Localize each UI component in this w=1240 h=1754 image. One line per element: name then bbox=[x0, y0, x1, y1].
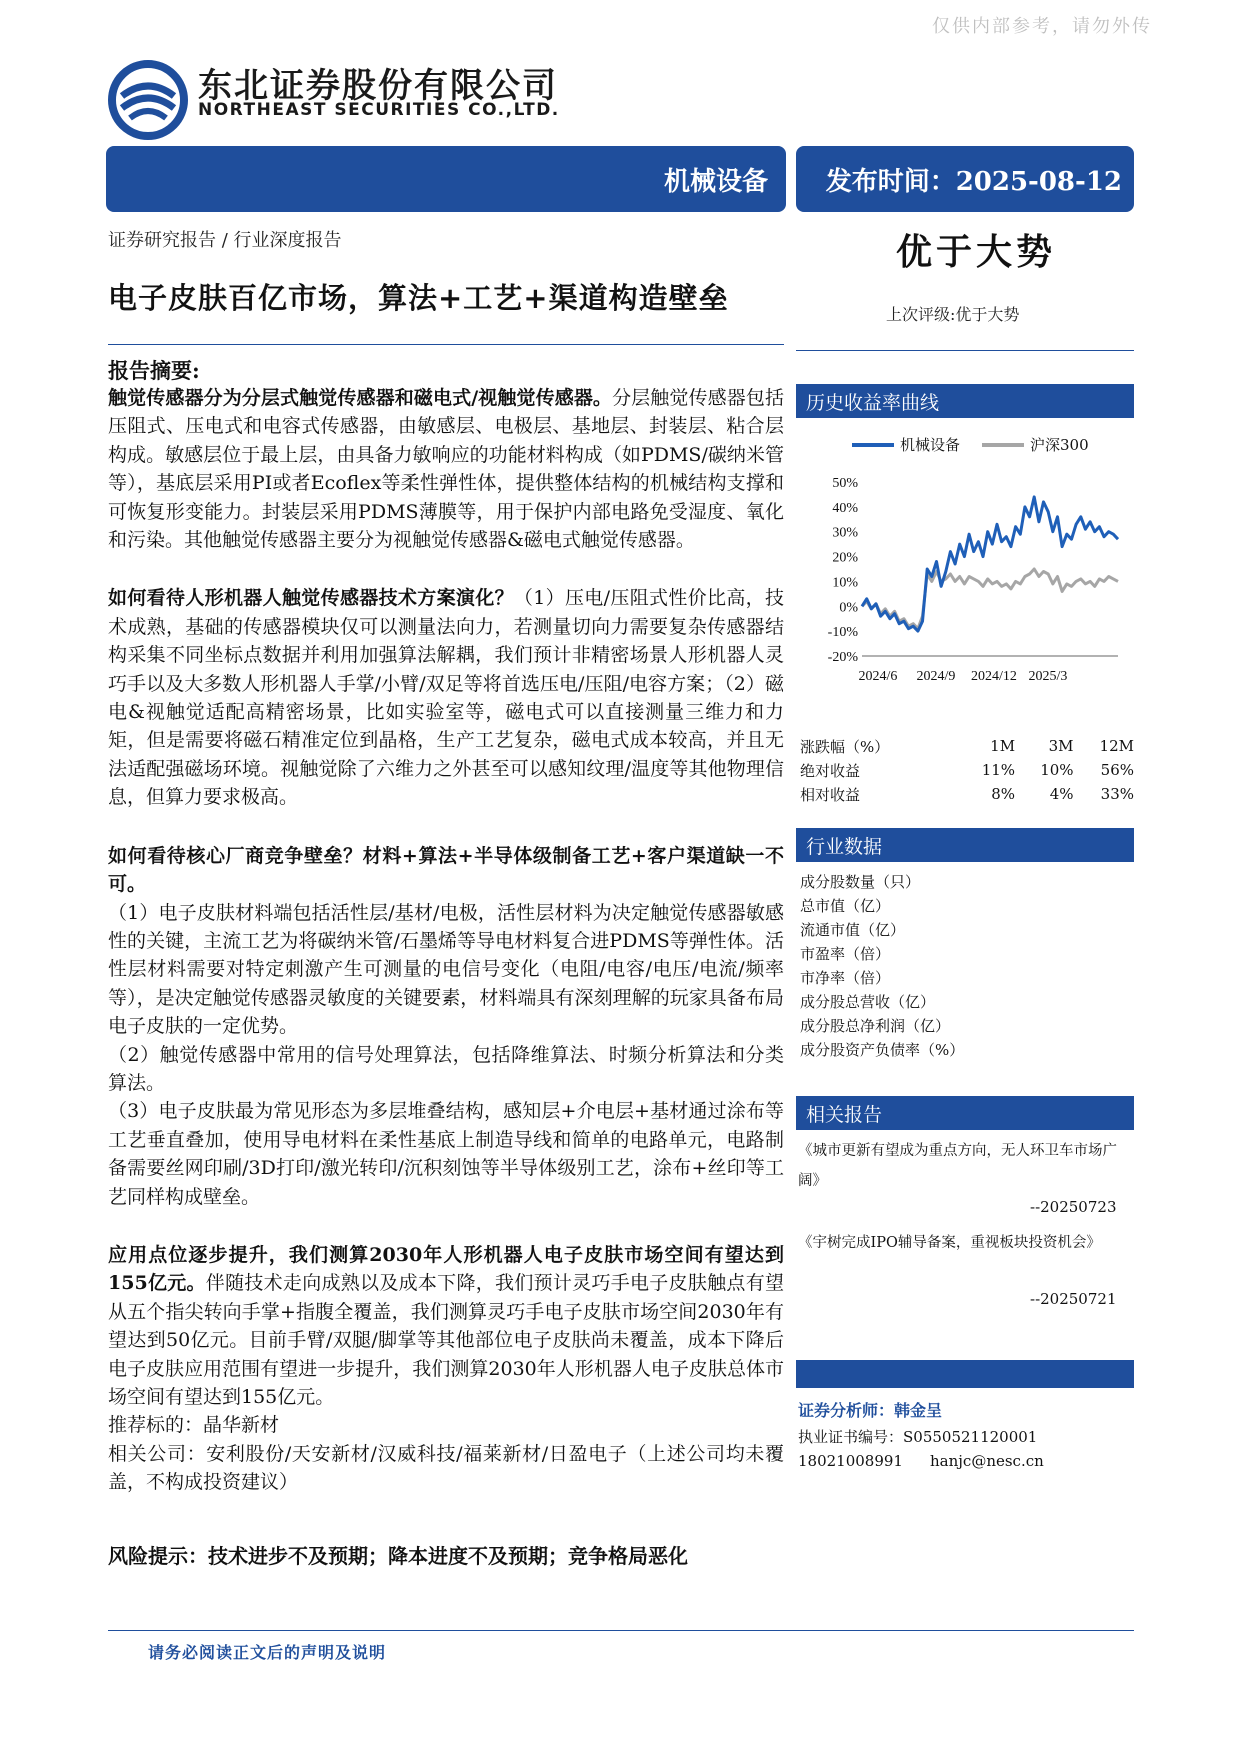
footer-divider bbox=[108, 1630, 1134, 1631]
recommendation: 推荐标的：晶华新材 bbox=[108, 1414, 280, 1437]
paragraph-text: （2）触觉传感器中常用的信号处理算法，包括降维算法、时频分析算法和分类算法。 bbox=[108, 1043, 784, 1094]
list-item: 总市值（亿） bbox=[800, 897, 891, 915]
abstract-label: 报告摘要: bbox=[108, 358, 200, 383]
paragraph-text: （1）电子皮肤材料端包括活性层/基材/电极，活性层材料为决定触觉传感器敏感性的关键，主流工艺为将碳纳米管/石墨烯等导电材料复合进PDMS等弹性体。活性层材料需要对特定刺激产生可测量的电信号变化（电阻/电容/电压/电流/频率等），是决定触觉传感器灵敏度的关键要素，材料端具有深刻理解的玩家具备布局电子皮肤的一定优势。 bbox=[108, 901, 784, 1038]
paragraph bbox=[108, 1241, 784, 1411]
performance-table bbox=[800, 734, 1134, 806]
y-tick-label: 50% bbox=[832, 476, 858, 491]
related-companies: 相关公司：安利股份/天安新材/汉威科技/福莱新材/日盈电子（上述公司均未覆盖，不构成投资建议） bbox=[108, 1442, 784, 1494]
x-tick-label: 2024/12 bbox=[971, 669, 1017, 684]
paragraph-lead: 触觉传感器分为分层式触觉传感器和磁电式/视触觉传感器。 bbox=[108, 387, 613, 409]
table-cell: 4% bbox=[1049, 785, 1074, 803]
related-report-link[interactable]: 《宇树完成IPO辅导备案，重视板块投资机会》 bbox=[798, 1235, 1101, 1251]
related-report-link[interactable]: 《城市更新有望成为重点方向，无人环卫车市场广阔》 bbox=[798, 1143, 1117, 1189]
abstract-body bbox=[108, 384, 784, 1497]
legend-swatch-b bbox=[982, 443, 1024, 447]
table-row bbox=[800, 734, 1134, 758]
divider bbox=[796, 350, 1134, 351]
sector-banner bbox=[106, 146, 786, 212]
list-item: 成分股总营收（亿） bbox=[800, 993, 936, 1011]
company-logo bbox=[108, 60, 188, 140]
paragraph-lead: 如何看待核心厂商竞争壁垒？材料+算法+半导体级制备工艺+客户渠道缺一不可。 bbox=[108, 844, 784, 896]
table-row bbox=[800, 758, 1134, 782]
rating: 优于大势 bbox=[896, 231, 1057, 273]
paragraph-text: （1）压电/压阻式性价比高，技术成熟，基础的传感器模块仅可以测量法向力，若测量切向力需要复杂传感器结构采集不同坐标点数据并利用加强算法解耦，我们预计非精密场景人形机器人灵巧手以及大多数人形机器人手掌/小臂/双足等将首选压电/压阻/电容方案；（2）磁电&视触觉适配高精密场景，比如实验室等，磁电式可以直接测量三维力和力矩，但是需要将磁石精准定位到晶格，生产工艺复杂，磁电式成本较高，并且无法适配强磁场环境。视触觉除了六维力之外甚至可以感知纹理/温度等其他物理信息，但算力要求极高。 bbox=[108, 587, 784, 809]
paragraph bbox=[108, 842, 784, 899]
list-item: 成分股资产负债率（%） bbox=[800, 1041, 965, 1059]
table-cell: 8% bbox=[991, 785, 1016, 803]
legend-label-b: 沪深300 bbox=[1030, 436, 1089, 454]
table-cell: 56% bbox=[1100, 761, 1134, 779]
table-cell: 涨跌幅（%） bbox=[800, 737, 890, 756]
table-cell: 33% bbox=[1100, 785, 1134, 803]
related-report-date: --20250723 bbox=[1030, 1198, 1117, 1216]
list-item: 流通市值（亿） bbox=[800, 921, 906, 939]
risk-warning: 风险提示：技术进步不及预期；降本进度不及预期；竞争格局恶化 bbox=[108, 1544, 688, 1568]
table-cell: 10% bbox=[1040, 761, 1074, 779]
list-item: 市净率（倍） bbox=[800, 969, 891, 987]
analyst-license: 执业证书编号：S0550521120001 bbox=[798, 1428, 1038, 1446]
paragraph bbox=[108, 384, 784, 554]
industry-data-list bbox=[800, 870, 964, 1062]
y-tick-label: 20% bbox=[832, 550, 858, 566]
paragraph-text: 伴随技术走向成熟以及成本下降，我们预计灵巧手电子皮肤触点有望从五个指尖转向手掌+指腹全覆盖，我们测算灵巧手电子皮肤市场空间2030年有望达到50亿元。目前手臂/双腿/脚掌等其他部位电子皮肤尚未覆盖，成本下降后电子皮肤应用范围有望进一步提升，我们测算2030年人形机器人电子皮肤总体市场空间有望达到155亿元。 bbox=[108, 1272, 784, 1408]
returns-chart bbox=[796, 466, 1134, 696]
analyst-bar bbox=[796, 1360, 1134, 1388]
series-line-csi300 bbox=[862, 569, 1118, 629]
x-tick-label: 2024/6 bbox=[858, 669, 898, 684]
y-tick-label: 40% bbox=[832, 500, 858, 516]
x-tick-label: 2025/3 bbox=[1028, 669, 1068, 684]
paragraph-text: 分层触觉传感器包括压阻式、压电式和电容式传感器，由敏感层、电极层、基地层、封装层、粘合层构成。敏感层位于最上层，由具备力敏响应的功能材料构成（如PDMS/碳纳米管等），基底层采用PI或者Ecoflex等柔性弹性体，提供整体结构的机械结构支撑和可恢复形变能力。封装层采用PDMS薄膜等，用于保护内部电路免受湿度、氧化和污染。其他触觉传感器主要分为视触觉传感器&磁电式触觉传感器。 bbox=[108, 387, 784, 552]
table-cell: 3M bbox=[1048, 737, 1074, 755]
related-report-date: --20250721 bbox=[1030, 1290, 1117, 1308]
report-title: 电子皮肤百亿市场，算法+工艺+渠道构造壁垒 bbox=[108, 281, 729, 315]
table-cell: 1M bbox=[990, 737, 1016, 755]
list-item: 成分股数量（只） bbox=[800, 873, 921, 891]
list-item: 成分股总净利润（亿） bbox=[800, 1017, 951, 1035]
related-title: 相关报告 bbox=[806, 1103, 883, 1126]
legend-label-a: 机械设备 bbox=[900, 436, 961, 454]
industry-title: 行业数据 bbox=[806, 835, 883, 858]
analyst-phone: 18021008991 bbox=[798, 1452, 903, 1470]
watermark: 仅供内部参考，请勿外传 bbox=[932, 16, 1152, 37]
x-tick-label: 2024/9 bbox=[916, 669, 956, 684]
y-tick-label: 10% bbox=[832, 575, 858, 591]
table-cell: 11% bbox=[981, 761, 1016, 779]
legend-swatch-a bbox=[852, 443, 894, 447]
paragraph bbox=[108, 584, 784, 811]
paragraph-lead: 如何看待人形机器人触觉传感器技术方案演化？ bbox=[108, 587, 514, 610]
chart-title: 历史收益率曲线 bbox=[806, 391, 940, 414]
table-cell: 相对收益 bbox=[800, 785, 861, 804]
analyst-name: 证券分析师：韩金呈 bbox=[798, 1401, 943, 1420]
publish-date: 发布时间：2025-08-12 bbox=[825, 166, 1122, 197]
industry-header bbox=[796, 828, 1134, 862]
y-tick-label: 0% bbox=[839, 600, 858, 616]
analyst-email[interactable]: hanjc@nesc.cn bbox=[930, 1452, 1044, 1470]
table-row bbox=[800, 782, 1134, 806]
chart-header bbox=[796, 384, 1134, 418]
company-name-cn: 东北证券股份有限公司 bbox=[198, 66, 558, 106]
list-item: 市盈率（倍） bbox=[800, 945, 891, 963]
y-tick-label: -10% bbox=[827, 625, 858, 641]
sector-label: 机械设备 bbox=[663, 166, 768, 197]
chart-legend bbox=[852, 434, 1089, 455]
paragraph-lead: 应用点位逐步提升，我们测算2030年人形机器人电子皮肤市场空间有望达到155亿元。 bbox=[108, 1243, 784, 1295]
report-type: 证券研究报告 / 行业深度报告 bbox=[108, 230, 342, 251]
related-header bbox=[796, 1096, 1134, 1130]
publish-banner bbox=[796, 146, 1134, 212]
footer-disclaimer: 请务必阅读正文后的声明及说明 bbox=[148, 1643, 387, 1662]
company-name-en: NORTHEAST SECURITIES CO.,LTD. bbox=[198, 100, 560, 120]
y-tick-label: -20% bbox=[827, 650, 858, 665]
table-cell: 12M bbox=[1099, 737, 1134, 755]
previous-rating: 上次评级:优于大势 bbox=[886, 305, 1020, 324]
divider bbox=[108, 344, 784, 345]
y-tick-label: 30% bbox=[832, 525, 858, 541]
paragraph-text: （3）电子皮肤最为常见形态为多层堆叠结构，感知层+介电层+基材通过涂布等工艺垂直叠加，使用导电材料在柔性基底上制造导线和简单的电路单元，电路制备需要丝网印刷/3D打印/激光转印/沉积刻蚀等半导体级别工艺，涂布+丝印等工艺同样构成壁垒。 bbox=[108, 1100, 784, 1208]
series-line-machinery bbox=[862, 497, 1118, 631]
table-cell: 绝对收益 bbox=[800, 761, 861, 780]
